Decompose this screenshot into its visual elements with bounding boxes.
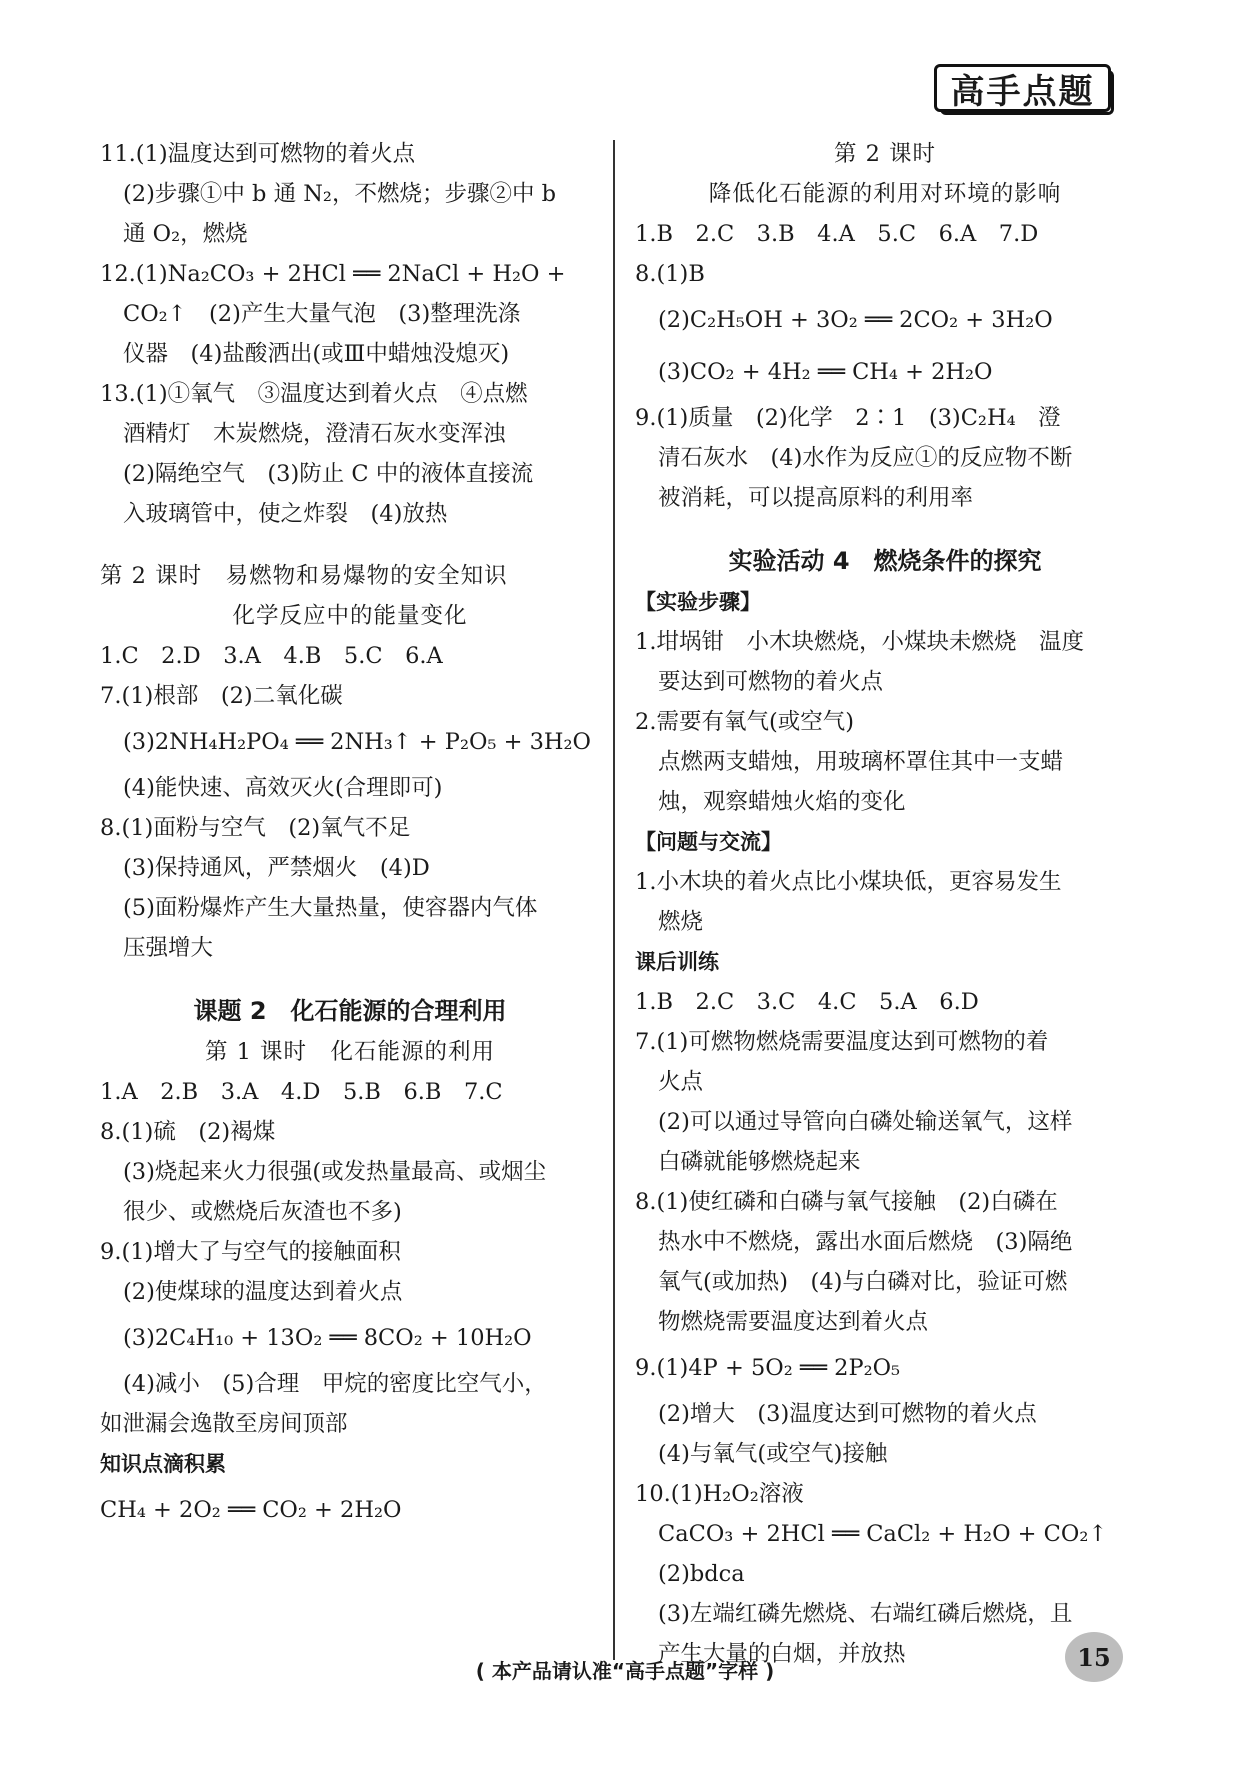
- column-divider: [613, 140, 615, 1660]
- knowledge-title: 知识点滴积累: [100, 1452, 226, 1476]
- answer-line: CO₂↑ (2)产生大量气泡 (3)整理洗涤: [123, 301, 521, 327]
- equation-line: (3)2C₄H₁₀ + 13O₂ ══ 8CO₂ + 10H₂O: [123, 1325, 532, 1351]
- answer-line: 压强增大: [123, 935, 214, 961]
- answer-line: (3)烧起来火力很强(或发热量最高、或烟尘: [123, 1159, 547, 1185]
- answer-line: 9.(1)质量 (2)化学 2∶1 (3)C₂H₄ 澄: [635, 405, 1061, 431]
- answer-line: (3)左端红磷先燃烧、右端红磷后燃烧，且: [658, 1601, 1073, 1627]
- page-number: 15: [1065, 1632, 1123, 1682]
- lesson-subtitle: 化学反应中的能量变化: [232, 603, 468, 629]
- answer-line: 12.(1)Na₂CO₃ + 2HCl ══ 2NaCl + H₂O +: [100, 261, 566, 287]
- answer-line: 1.坩埚钳 小木块燃烧，小煤块未燃烧 温度: [635, 629, 1084, 655]
- answer-line: 清石灰水 (4)水作为反应①的反应物不断: [658, 445, 1073, 471]
- answer-line: 8.(1)使红磷和白磷与氧气接触 (2)白磷在: [635, 1189, 1058, 1215]
- answer-line: (2)增大 (3)温度达到可燃物的着火点: [658, 1401, 1037, 1427]
- answer-line: (4)减小 (5)合理 甲烷的密度比空气小，: [123, 1371, 547, 1397]
- answer-line: 烛，观察蜡烛火焰的变化: [658, 789, 906, 815]
- answer-line: 9.(1)增大了与空气的接触面积: [100, 1239, 401, 1265]
- equation-line: (3)2NH₄H₂PO₄ ══ 2NH₃↑ + P₂O₅ + 3H₂O: [123, 729, 591, 755]
- answer-line: (2)bdca: [658, 1561, 745, 1587]
- answer-line: 酒精灯 木炭燃烧，澄清石灰水变浑浊: [123, 421, 506, 447]
- answer-line: 火点: [658, 1069, 704, 1095]
- qa-label: 【问题与交流】: [635, 830, 782, 854]
- answer-line: 1.B 2.C 3.C 4.C 5.A 6.D: [635, 989, 979, 1015]
- answer-line: 物燃烧需要温度达到着火点: [658, 1309, 929, 1335]
- answer-line: 入玻璃管中，使之炸裂 (4)放热: [123, 501, 448, 527]
- answer-line: 1.C 2.D 3.A 4.B 5.C 6.A: [100, 643, 443, 669]
- answer-line: 白磷就能够燃烧起来: [658, 1149, 861, 1175]
- answer-line: 1.B 2.C 3.B 4.A 5.C 6.A 7.D: [635, 221, 1039, 247]
- lesson-subtitle: 降低化石能源的利用对环境的影响: [708, 181, 1062, 207]
- answer-line: (4)与氧气(或空气)接触: [658, 1441, 888, 1467]
- answer-line: 点燃两支蜡烛，用玻璃杯罩住其中一支蜡: [658, 749, 1064, 775]
- answer-line: 被消耗，可以提高原料的利用率: [658, 485, 974, 511]
- lesson-title: 第 2 课时 易燃物和易爆物的安全知识: [100, 563, 508, 589]
- answer-line: (2)可以通过导管向白磷处输送氧气，这样: [658, 1109, 1073, 1135]
- lesson-title: 第 2 课时: [833, 141, 937, 167]
- answer-line: 氧气(或加热) (4)与白磷对比，验证可燃: [658, 1269, 1068, 1295]
- section-title: 实验活动 4 燃烧条件的探究: [728, 547, 1042, 575]
- section-title: 课题 2 化石能源的合理利用: [193, 997, 507, 1025]
- steps-label: 【实验步骤】: [635, 590, 761, 614]
- answer-line: (3)保持通风，严禁烟火 (4)D: [123, 855, 430, 881]
- equation-line: CaCO₃ + 2HCl ══ CaCl₂ + H₂O + CO₂↑: [658, 1521, 1108, 1547]
- answer-line: (4)能快速、高效灭火(合理即可): [123, 775, 443, 801]
- footer-notice: ( 本产品请认准“高手点题”字样 ): [475, 1659, 775, 1683]
- answer-line: 1.小木块的着火点比小煤块低，更容易发生: [635, 869, 1062, 895]
- answer-line: 燃烧: [658, 909, 704, 935]
- equation-line: (2)C₂H₅OH + 3O₂ ══ 2CO₂ + 3H₂O: [658, 307, 1053, 333]
- answer-line: 1.A 2.B 3.A 4.D 5.B 6.B 7.C: [100, 1079, 503, 1105]
- right-column: [635, 134, 1135, 1674]
- equation-line: (3)CO₂ + 4H₂ ══ CH₄ + 2H₂O: [658, 359, 993, 385]
- answer-line: (2)步骤①中 b 通 N₂，不燃烧；步骤②中 b: [123, 181, 556, 207]
- answer-line: (2)使煤球的温度达到着火点: [123, 1279, 403, 1305]
- answer-line: 11.(1)温度达到可燃物的着火点: [100, 141, 416, 167]
- answer-line: (2)隔绝空气 (3)防止 C 中的液体直接流: [123, 461, 534, 487]
- answer-line: 7.(1)可燃物燃烧需要温度达到可燃物的着: [635, 1029, 1049, 1055]
- answer-line: 热水中不燃烧，露出水面后燃烧 (3)隔绝: [658, 1229, 1073, 1255]
- practice-label: 课后训练: [635, 950, 719, 974]
- answer-line: 10.(1)H₂O₂溶液: [635, 1481, 804, 1507]
- answer-line: 产生大量的白烟，并放热: [658, 1641, 906, 1667]
- answer-line: 要达到可燃物的着火点: [658, 669, 884, 695]
- answer-line: 8.(1)面粉与空气 (2)氧气不足: [100, 815, 411, 841]
- answer-line: 13.(1)①氧气 ③温度达到着火点 ④点燃: [100, 381, 528, 407]
- answer-line: 7.(1)根部 (2)二氧化碳: [100, 683, 343, 709]
- equation-line: CH₄ + 2O₂ ══ CO₂ + 2H₂O: [100, 1497, 402, 1523]
- answer-line: 8.(1)硫 (2)褐煤: [100, 1119, 276, 1145]
- brand-logo: 高手点题: [934, 64, 1111, 112]
- answer-line: 如泄漏会逸散至房间顶部: [100, 1411, 348, 1437]
- answer-line: (5)面粉爆炸产生大量热量，使容器内气体: [123, 895, 538, 921]
- lesson-title: 第 1 课时 化石能源的利用: [204, 1039, 496, 1065]
- equation-line: 9.(1)4P + 5O₂ ══ 2P₂O₅: [635, 1355, 901, 1381]
- answer-line: 8.(1)B: [635, 261, 705, 287]
- answer-line: 仪器 (4)盐酸洒出(或Ⅲ中蜡烛没熄灭): [123, 341, 510, 367]
- answer-line: 2.需要有氧气(或空气): [635, 709, 855, 735]
- left-column: [100, 134, 600, 1536]
- answer-line: 很少、或燃烧后灰渣也不多): [123, 1199, 402, 1225]
- answer-line: 通 O₂，燃烧: [123, 221, 248, 247]
